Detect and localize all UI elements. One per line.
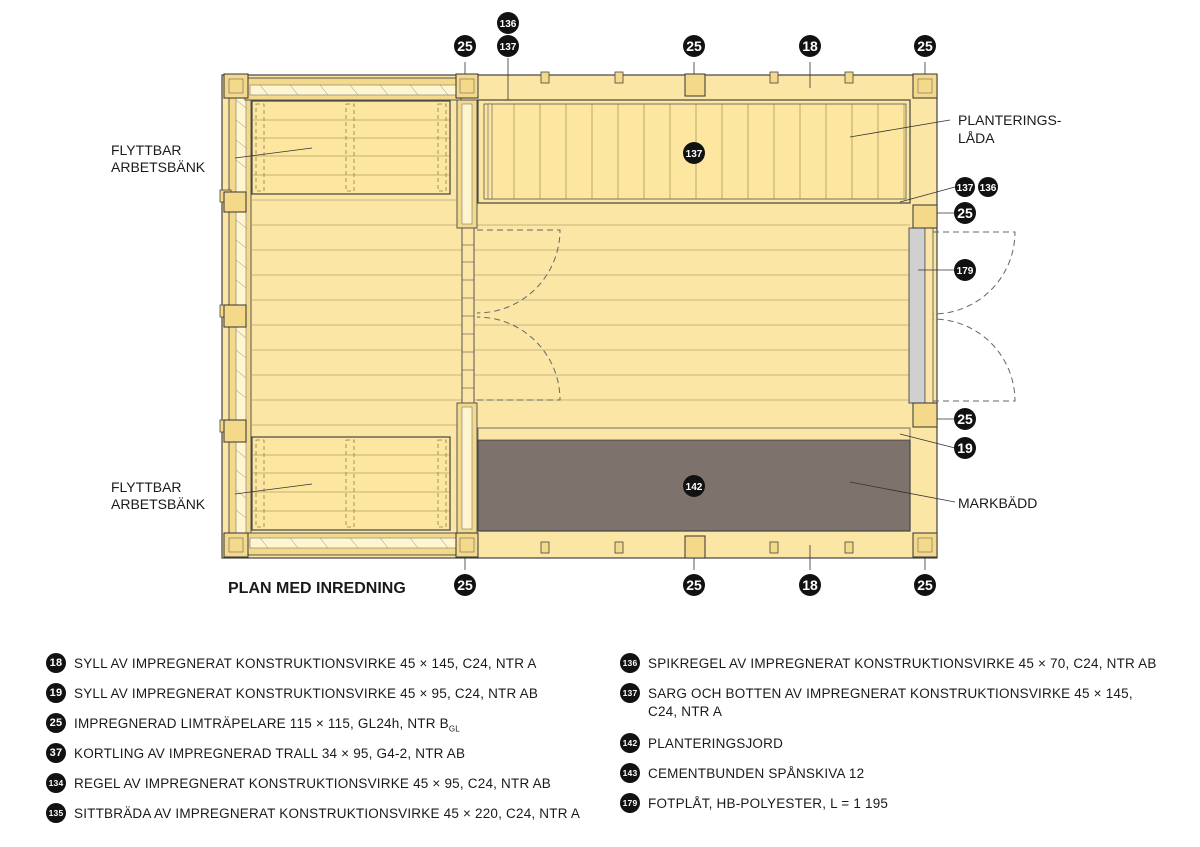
legend-item-25: 25 IMPREGNERAD LIMTRÄPELARE 115 × 115, GL24h, NTR $B_{GL}$ xyxy=(46,715,460,739)
marker-top-18 xyxy=(799,35,821,57)
marker-bot-18 xyxy=(799,574,821,596)
label-bench-top-2: ARBETSBÄNK xyxy=(111,159,206,175)
svg-text:18: 18 xyxy=(802,38,818,54)
svg-text:25: 25 xyxy=(957,205,973,221)
workbench-bottom xyxy=(252,437,450,530)
marker-door-179 xyxy=(954,259,976,281)
legend-item-37: 37 KORTLING AV IMPREGNERAD TRALL 34 × 95, G4-2, NTR AB xyxy=(46,745,465,763)
marker-bed-142 xyxy=(683,475,705,497)
label-planter-2: LÅDA xyxy=(958,130,995,146)
svg-text:25: 25 xyxy=(917,577,933,593)
svg-text:137: 137 xyxy=(499,42,517,53)
svg-text:179: 179 xyxy=(956,266,974,277)
svg-text:25: 25 xyxy=(917,38,933,54)
marker-right-136 xyxy=(978,177,998,197)
marker-top-137 xyxy=(497,35,519,57)
label-bench-bottom-1: FLYTTBAR xyxy=(111,479,182,495)
svg-text:25: 25 xyxy=(686,38,702,54)
legend-item-137: 137 SARG OCH BOTTEN AV IMPREGNERAT KONSTRUKTIONSVIRKE 45 × 145, C24, NTR A xyxy=(620,685,1148,721)
partition-slats xyxy=(462,228,474,403)
svg-text:19: 19 xyxy=(957,440,973,456)
label-bench-top-1: FLYTTBAR xyxy=(111,142,182,158)
marker-top-right xyxy=(914,35,936,57)
label-bench-bottom-2: ARBETSBÄNK xyxy=(111,496,206,512)
workbench-top xyxy=(252,101,450,194)
label-bed: MARKBÄDD xyxy=(958,495,1038,511)
legend-item-142: 142 PLANTERINGSJORD xyxy=(620,735,783,753)
svg-text:25: 25 xyxy=(457,577,473,593)
marker-right-19 xyxy=(954,437,976,459)
right-door-panel xyxy=(909,228,925,403)
marker-planter-137 xyxy=(683,142,705,164)
marker-bot-left xyxy=(454,574,476,596)
legend-item-135: 135 SITTBRÄDA AV IMPREGNERAT KONSTRUKTIONSVIRKE 45 × 220, C24, NTR A xyxy=(46,805,580,823)
marker-right-25b xyxy=(954,408,976,430)
legend-item-136: 136 SPIKREGEL AV IMPREGNERAT KONSTRUKTIONSVIRKE 45 × 70, C24, NTR AB xyxy=(620,655,1157,673)
legend-item-179: 179 FOTPLÅT, HB-POLYESTER, L = 1 195 xyxy=(620,795,888,813)
svg-text:18: 18 xyxy=(802,577,818,593)
marker-right-137 xyxy=(955,177,975,197)
svg-text:25: 25 xyxy=(686,577,702,593)
marker-top-136 xyxy=(497,12,519,34)
marker-top-left xyxy=(454,35,476,57)
marker-bot-right xyxy=(914,574,936,596)
legend-item-19: 19 SYLL AV IMPREGNERAT KONSTRUKTIONSVIRKE 45 × 95, C24, NTR AB xyxy=(46,685,538,703)
svg-text:137: 137 xyxy=(685,149,703,160)
svg-text:142: 142 xyxy=(685,482,703,493)
marker-right-25a xyxy=(954,202,976,224)
marker-top-mid xyxy=(683,35,705,57)
svg-text:136: 136 xyxy=(499,19,517,30)
marker-bot-mid xyxy=(683,574,705,596)
svg-text:25: 25 xyxy=(957,411,973,427)
legend-item-18: 18 SYLL AV IMPREGNERAT KONSTRUKTIONSVIRKE 45 × 145, C24, NTR A xyxy=(46,655,537,673)
plan-title: PLAN MED INREDNING xyxy=(228,580,406,597)
exterior-door-swing xyxy=(933,232,1015,401)
legend-item-143: 143 CEMENTBUNDEN SPÅNSKIVA 12 xyxy=(620,765,864,783)
legend-item-134: 134 REGEL AV IMPREGNERAT KONSTRUKTIONSVIRKE 45 × 95, C24, NTR AB xyxy=(46,775,551,793)
svg-text:25: 25 xyxy=(457,38,473,54)
label-planter-1: PLANTERINGS- xyxy=(958,112,1062,128)
svg-text:137: 137 xyxy=(956,183,974,194)
svg-text:136: 136 xyxy=(979,183,997,194)
